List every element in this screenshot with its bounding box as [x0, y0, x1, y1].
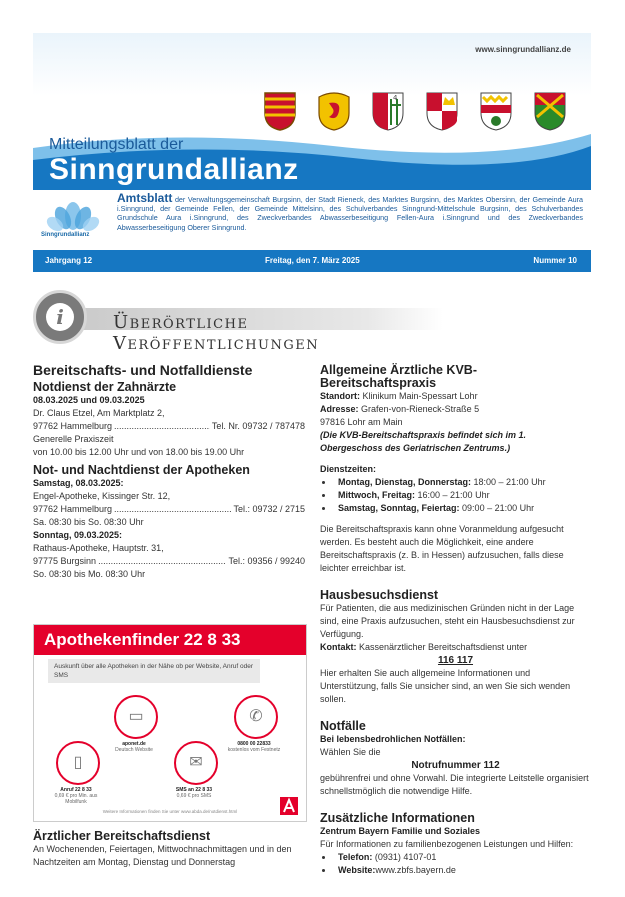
ad-caption-1: aponet.de Deutsch Website: [115, 741, 153, 753]
list-item: • Montag, Dienstag, Donnerstag: 18:00 – 21:00 Uhr: [334, 476, 591, 489]
heading-zusatz: Zusätzliche Informationen: [320, 811, 475, 825]
aerztlicher-dienst: [33, 830, 305, 869]
kvb-dienstzeiten-label: Dienstzeiten:: [320, 464, 377, 474]
kvb-text: Die Bereitschaftspraxis kann ohne Voranmeldung aufgesucht werden. Es besteht auch die Möglichkeit, eine andere Bereitschaftspraxis (z. B. in Hessen) aufzusuchen, falls diese leichter erreichbar ist.: [320, 524, 564, 573]
left-column: [33, 364, 305, 581]
heading-notfaelle: Notfälle: [320, 719, 366, 733]
crest-icon: [425, 91, 459, 131]
issue-number: Nummer 10: [533, 256, 577, 265]
issue-info-bar: [33, 250, 591, 272]
aerztlich-text: An Wochenenden, Feiertagen, Mittwochnachmittagen und in den Nachtzeiten am Montag, Dienstag und Donnerstag: [33, 844, 292, 867]
right-column: [320, 364, 591, 877]
haus-text2: Hier erhalten Sie auch allgemeine Informationen und Unterstützung, falls Sie unsicher sind, an wen Sie sich wenden sollen.: [320, 668, 571, 704]
ad-subtitle: Auskunft über alle Apotheken in der Nähe ob per Website, Anruf oder SMS: [48, 659, 260, 683]
issue-date: Freitag, den 7. März 2025: [265, 256, 360, 265]
mobile-icon: ▯: [56, 741, 100, 785]
amtsblatt-description: [117, 191, 584, 232]
apotheke1-tel-line: 97762 Hammelburg ..... Tel.: 09732 / 2715: [33, 503, 305, 516]
heading-haus: Hausbesuchsdienst: [320, 588, 439, 602]
crest-icon: [317, 91, 351, 131]
ad-header: Apothekenfinder 22 8 33: [34, 625, 306, 655]
section-title: Überörtliche Veröffentlichungen: [113, 312, 320, 354]
heading-zahnaerzte: Notdienst der Zahnärzte: [33, 380, 177, 394]
crest-icon: [533, 91, 567, 131]
amtsblatt-label: Amtsblatt: [117, 191, 173, 205]
kvb-note: (Die KVB-Bereitschaftspraxis befindet sich im 1. Obergeschoss des Geriatrischen Zentrums.): [320, 430, 527, 453]
website-link[interactable]: www.zbfs.bayern.de: [375, 865, 456, 875]
ad-footer: Weitere Informationen finden Sie unter www.abda.de/notdienst.html: [102, 809, 238, 814]
website-url[interactable]: www.sinngrundallianz.de: [475, 45, 571, 54]
kvb-standort: Standort: Klinikum Main-Spessart Lohr: [320, 391, 478, 401]
apotheke1-hours: Sa. 08:30 bis So. 08:30 Uhr: [33, 517, 144, 527]
kvb-plz: 97816 Lohr am Main: [320, 417, 403, 427]
zahnarzt-doctor: Dr. Claus Etzel, Am Marktplatz 2,: [33, 408, 165, 418]
heading-bereitschaft: Bereitschafts- und Notfalldienste: [33, 362, 253, 378]
phone-icon: ✆: [234, 695, 278, 739]
amtsblatt-band: [33, 190, 591, 248]
zahnarzt-tel: Tel. Nr. 09732 / 787478: [211, 421, 305, 431]
haus-text: Für Patienten, die aus medizinischen Gründen nicht in der Lage sind, eine Praxis aufzusuchen, steht ein Hausbesuchsdienst zur Verfügung.: [320, 603, 575, 639]
kvb-adresse: Adresse: Grafen-von-Rieneck-Straße 5: [320, 404, 480, 414]
notfaelle-sub: Bei lebensbedrohlichen Notfällen:: [320, 734, 466, 744]
ad-caption-2: 0800 00 22833 kostenlos vom Festnetz: [227, 741, 281, 753]
heading-kvb: Allgemeine Ärztliche KVB-Bereitschaftspraxis: [320, 363, 477, 390]
ad-caption-3: Anruf 22 8 33 0,69 € pro Min. aus Mobilfunk: [54, 787, 98, 805]
masthead-title: Sinngrundallianz: [49, 153, 299, 186]
haus-kontakt: Kontakt: Kassenärztlicher Bereitschaftsdienst unter: [320, 642, 528, 652]
notruf-number: Notrufnummer 112: [411, 760, 500, 771]
apotheke1-name: Engel-Apotheke, Kissinger Str. 12,: [33, 491, 171, 501]
laptop-icon: ▭: [114, 695, 158, 739]
crest-icon: [263, 91, 297, 131]
apotheke2-name: Rathaus-Apotheke, Hauptstr. 31,: [33, 543, 164, 553]
list-item: • Website:www.zbfs.bayern.de: [334, 864, 591, 877]
apotheke-day1: Samstag, 08.03.2025:: [33, 478, 124, 488]
haus-number: 116 117: [437, 655, 474, 666]
zusatz-list: [320, 851, 591, 877]
info-icon: i: [33, 290, 87, 344]
amtsblatt-text: der Verwaltungsgemeinschaft Burgsinn, der Stadt Rieneck, des Marktes Burgsinn, des Marktes Obersinn, der Gemeinde Aura i.Sinngrund, der Gemeinde Fellen, der Gemeinde Mittelsinn, des Schulverbandes Sinngrund-Mittelschule Burgsinn, des Schulverbandes Grundschule Aura i.Sinngrund, des Zweckverbandes Abwasserbeseitigung Fellen-Aura i.Sinngrund und des Zweckverbandes Abwasserbeseitigung Oberer Sinngrund.: [117, 195, 584, 232]
heading-apotheken: Not- und Nachtdienst der Apotheken: [33, 463, 250, 477]
apothekenfinder-ad: [33, 624, 307, 822]
notfaelle-waehlen: Wählen Sie die: [320, 747, 381, 757]
jahrgang: Jahrgang 12: [45, 256, 93, 265]
section-banner: [33, 290, 413, 354]
crest-icon: [371, 91, 405, 131]
zahnarzt-dates: 08.03.2025 und 09.03.2025: [33, 395, 145, 405]
zusatz-sub: Zentrum Bayern Familie und Soziales: [320, 826, 481, 836]
kvb-times-list: [320, 476, 591, 515]
zahnarzt-note: Generelle Praxiszeit: [33, 434, 114, 444]
zahnarzt-hours: von 10.00 bis 12.00 Uhr und von 18.00 bis 19.00 Uhr: [33, 447, 245, 457]
masthead: [33, 33, 591, 190]
zusatz-text: Für Informationen zu familienbezogenen Leistungen und Hilfen:: [320, 839, 574, 849]
zahnarzt-tel-line: 97762 Hammelburg ..... Tel. Nr. 09732 / 787478: [33, 420, 305, 433]
apotheke2-hours: So. 08:30 bis Mo. 08:30 Uhr: [33, 569, 146, 579]
apotheke-day2: Sonntag, 09.03.2025:: [33, 530, 123, 540]
apotheke2-tel-line: 97775 Burgsinn ..... Tel.: 09356 / 99240: [33, 555, 305, 568]
list-item: • Mittwoch, Freitag: 16:00 – 21:00 Uhr: [334, 489, 591, 502]
notfaelle-text: gebührenfrei und ohne Vorwahl. Die integrierte Leitstelle organisiert schnellstmöglich die notwendige Hilfe.: [320, 773, 589, 796]
heading-aerztlich: Ärztlicher Bereitschaftsdienst: [33, 829, 211, 843]
mail-icon: ✉: [174, 741, 218, 785]
masthead-subtitle: Mitteilungsblatt der: [49, 136, 184, 153]
list-item: • Telefon: (0931) 4107-01: [334, 851, 591, 864]
crest-icon: [479, 91, 513, 131]
ad-caption-4: SMS an 22 8 33 0,69 € pro SMS: [175, 787, 213, 799]
logo-caption: Sinngrundallianz: [41, 232, 90, 238]
svg-text:4: 4: [393, 94, 398, 102]
list-item: • Samstag, Sonntag, Feiertag: 09:00 – 21:00 Uhr: [334, 502, 591, 515]
